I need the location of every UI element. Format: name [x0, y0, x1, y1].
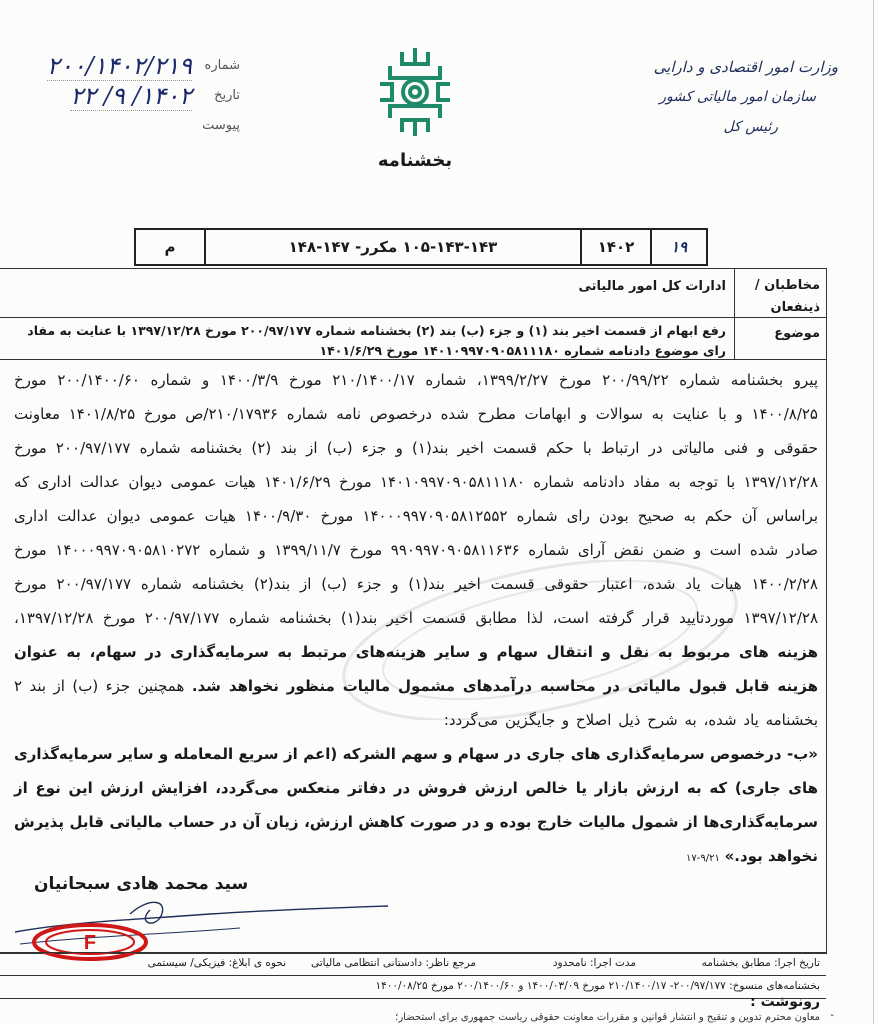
- tax-organization-logo: [372, 44, 458, 140]
- footer-row-execution: [0, 952, 826, 976]
- subject-row: [0, 317, 826, 360]
- letter-metadata: [30, 52, 240, 142]
- document-type-title: بخشنامه: [377, 150, 453, 171]
- number-row: [30, 52, 240, 82]
- ref-code: م: [136, 230, 206, 264]
- ministry-name: وزارت امور اقتصادی و دارایی: [653, 58, 838, 76]
- copies-heading: رونوشت :: [750, 994, 820, 1010]
- copies-recipient: معاون محترم تدوین و تنقیح و انتشار قوانین و مقررات معاونت حقوقی ریاست جمهوری برای استحضار؛: [395, 1012, 820, 1023]
- exec-date: تاریخ اجرا: مطابق بخشنامه: [701, 957, 820, 969]
- date-row: [30, 82, 240, 112]
- svg-text:F: F: [83, 932, 97, 954]
- date-value: ۱۴۰۲/ ۹/ ۲۲: [70, 82, 192, 110]
- number-label: شماره: [204, 58, 240, 73]
- office-title: رئیس کل: [723, 119, 778, 135]
- organization-name: سازمان امور مالیاتی کشور: [659, 89, 816, 105]
- attachment-label: پیوست: [202, 118, 240, 133]
- recipients-row: [0, 269, 826, 318]
- attachment-row: [30, 112, 240, 142]
- subject-value: رفع ابهام از قسمت اخیر بند (۱) و جزء (ب) بند (۲) بخشنامه شماره ۲۰۰/۹۷/۱۷۷ مورخ ۱۳۹۷/۱۲/۲۸ با عنایت به مفاد رای موضوع دادنامه شماره ۱۴۰۱۰۹۹۷۰۹۰۵۸۱۱۱۸۰ مورخ ۱۴۰۱/۶/۲۹: [27, 323, 726, 358]
- reference-bar: [134, 228, 708, 266]
- signer-name: سید محمد هادی سبحانیان: [34, 874, 249, 894]
- copies-bullet: -: [830, 1010, 834, 1021]
- amendment-note: ۹/۲۱-۱۷: [685, 853, 720, 864]
- recipients-value: ادارات کل امور مالیاتی: [578, 279, 726, 294]
- body-bold-text: هزینه های مربوط به نقل و انتقال سهام و سایر هزینه‌های مرتبط به سرمایه‌گذاری در سهام، به عنوان هزینه قابل قبول مالیاتی در محاسبه درآمدهای مشمول مالیات منظور نخواهد شد.: [14, 643, 818, 695]
- exec-period: مدت اجرا: نامحدود: [552, 957, 636, 969]
- footer-row-cancelled: [0, 976, 826, 999]
- number-value: ۲۰۰/۱۴۰۲/۲۱۹: [46, 52, 192, 80]
- letter-body: [14, 363, 818, 876]
- notice-method: نحوه ی ابلاغ: فیزیکی/ سیستمی: [147, 957, 286, 969]
- footer-table: [0, 952, 826, 999]
- ref-numbers: ۱۰۵-۱۴۳-۱۴۳ مکرر- ۱۴۷-۱۴۸: [206, 230, 582, 264]
- ref-day: ۱۹: [670, 238, 688, 256]
- page-edge-line: [873, 0, 874, 1024]
- ref-year: ۱۴۰۲: [582, 230, 652, 264]
- body-tail-text: همچنین جزء (ب) از بند ۲ بخشنامه یاد شده، به شرح ذیل اصلاح و جایگزین می‌گردد:: [14, 677, 818, 729]
- subject-label: موضوع: [734, 317, 826, 359]
- supervisor: مرجع ناظر: دادستانی انتظامی مالیاتی: [310, 957, 476, 969]
- body-paragraph-1: [14, 363, 818, 737]
- body-paragraph-2: [14, 737, 818, 876]
- recipients-label: مخاطبان / ذینفعان: [734, 269, 826, 317]
- document-frame: [0, 268, 827, 954]
- ministry-header: [608, 52, 838, 142]
- date-label: تاریخ: [214, 88, 240, 103]
- amendment-text: «ب- درخصوص سرمایه‌گذاری های جاری در سهام و سهم الشرکه (اعم از سریع المعامله و سایر سرمایه‌گذاری های جاری) که به ارزش بازار یا خالص ارزش فروش در دفاتر منعکس می‌گردد، افزایش ارزش این نوع از سرمایه‌گذاری‌ها از شمول مالیات خارج بوده و در صورت کاهش ارزش، زیان آن در حساب مالیاتی قابل پذیرش نخواهد بود.»: [14, 745, 818, 865]
- cancelled-circulars: بخشنامه‌های منسوخ: ۲۰۰/۹۷/۱۷۷- ۲۱۰/۱۴۰۰/۱۷ مورخ ۱۴۰۰/۰۳/۰۹ و ۲۰۰/۱۴۰۰/۶۰ مورخ ۱۴۰۰/۰۸/۲۵: [375, 980, 820, 992]
- body-text: پیرو بخشنامه شماره ۲۰۰/۹۹/۲۲ مورخ ۱۳۹۹/۲/۲۷، شماره ۲۱۰/۱۴۰۰/۱۷ مورخ ۱۴۰۰/۳/۹ و شماره ۲۰۰/۱۴۰۰/۶۰ مورخ ۱۴۰۰/۸/۲۵ و با عنایت به سوالات و ابهامات مطرح شده درخصوص نامه شماره ۲۱۰/۱۷۹۳۶/ص مورخ ۱۴۰۱/۸/۲۵ معاونت حقوقی و فنی مالیاتی در ارتباط با حکم قسمت اخیر بند(۱) و جزء (ب) از بند (۲) بخشنامه شماره ۲۰۰/۹۷/۱۷۷ مورخ ۱۳۹۷/۱۲/۲۸ با توجه به مفاد دادنامه شماره ۱۴۰۱۰۹۹۷۰۹۰۵۸۱۱۱۸۰ مورخ ۱۴۰۱/۶/۲۹ هیات عمومی دیوان عدالت اداری که براساس آن حکم به صحیح بودن رای شماره ۱۴۰۰۰۹۹۷۰۹۰۵۸۱۲۵۵۲ مورخ ۱۴۰۰/۹/۳۰ هیات عمومی دیوان عدالت اداری صادر شده است و ضمن نقض آرای شماره ۹۹۰۹۹۷۰۹۰۵۸۱۱۶۳۶ مورخ ۱۳۹۹/۱۱/۷ و شماره ۱۴۰۰۰۹۹۷۰۹۰۵۸۱۰۲۷۲ مورخ ۱۴۰۰/۲/۲۸ هیات یاد شده، اعتبار حقوقی قسمت اخیر بند(۱) و جزء (ب) از بند(۲) بخشنامه شماره ۲۰۰/۹۷/۱۷۷ مورخ ۱۳۹۷/۱۲/۲۸ موردتایید قرار گرفته است، لذا مطابق قسمت اخیر بند(۱) بخشنامه شماره ۲۰۰/۹۷/۱۷۷ مورخ ۱۳۹۷/۱۲/۲۸،: [14, 371, 819, 627]
